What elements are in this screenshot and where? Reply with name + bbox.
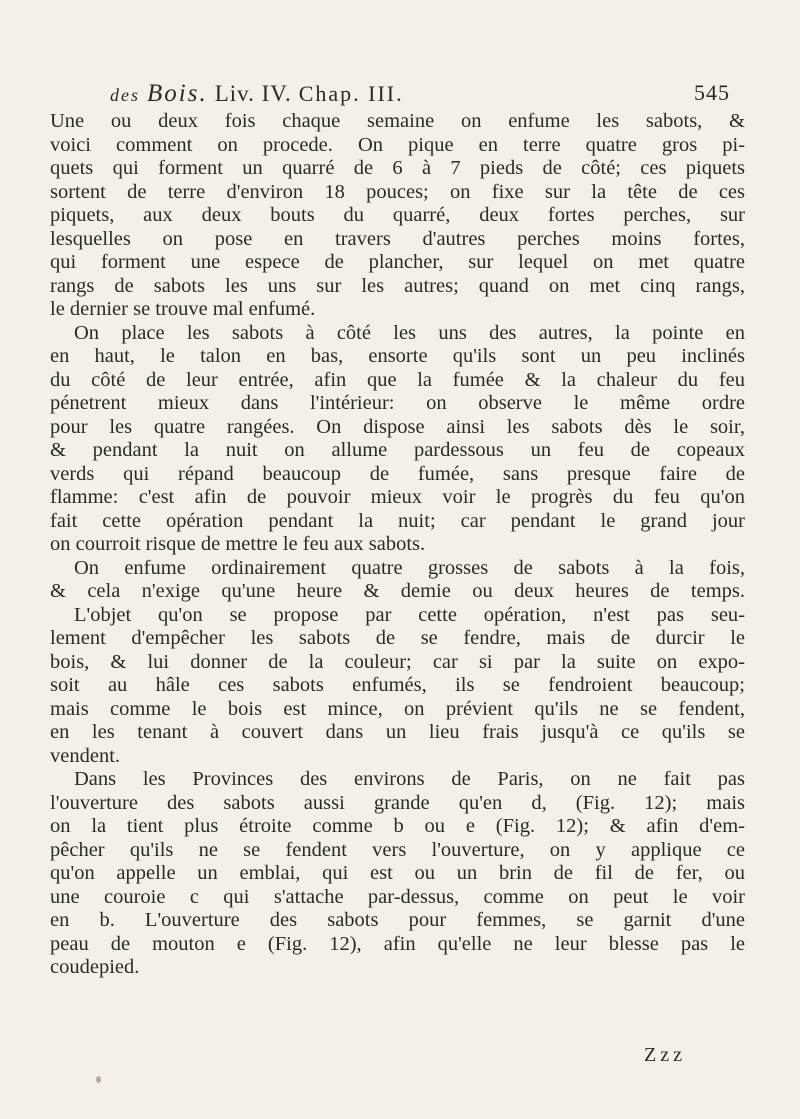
running-head-des: des <box>110 85 140 105</box>
text-line: peau de mouton e (Fig. 12), afin qu'elle ne leur blesse pas le <box>50 932 745 955</box>
text-line: pêcher qu'ils ne se fendent vers l'ouverture, on y applique ce <box>50 838 745 861</box>
text-line: piquets, aux deux bouts du quarré, deux fortes perches, sur <box>50 204 745 226</box>
running-head <box>110 80 730 112</box>
catchword: Zzz <box>644 1044 686 1066</box>
text-line: on courroit risque de mettre le feu aux sabots. <box>50 533 426 555</box>
text-line: en les tenant à couvert dans un lieu frais jusqu'à ce qu'ils se <box>50 721 745 743</box>
text-line: sortent de terre d'environ 18 pouces; on fixe sur la tête de ces <box>50 180 745 203</box>
text-line: Dans les Provinces des environs de Paris, on ne fait pas <box>74 768 745 790</box>
text-line: flamme: c'est afin de pouvoir mieux voir le progrès du feu qu'on <box>50 486 745 508</box>
text-line: verds qui répand beaucoup de fumée, sans presque faire de <box>50 462 745 485</box>
page-number: 545 <box>694 80 730 105</box>
text-line: une couroie c qui s'attache par-dessus, comme on peut le voir <box>50 885 745 908</box>
text-line: pour les quatre rangées. On dispose ainsi les sabots dès le soir, <box>50 415 745 438</box>
text-line: l'ouverture des sabots aussi grande qu'en d, (Fig. 12); mais <box>50 791 745 814</box>
text-line: Une ou deux fois chaque semaine on enfume les sabots, & <box>50 110 745 132</box>
text-line: On place les sabots à côté les uns des autres, la pointe en <box>74 321 745 344</box>
running-head-chapter: Chap. III. <box>298 81 404 106</box>
text-line: on la tient plus étroite comme b ou e (Fig. 12); & afin d'em- <box>50 815 745 837</box>
running-head-book: Liv. IV. <box>214 81 292 106</box>
text-line: quets qui forment un quarré de 6 à 7 pieds de côté; ces piquets <box>50 157 745 179</box>
text-line: mais comme le bois est mince, on prévient qu'ils ne se fendent, <box>50 697 745 720</box>
text-line: lesquelles on pose en travers d'autres perches moins fortes, <box>50 227 745 250</box>
text-line: On enfume ordinairement quatre grosses de sabots à la fois, <box>74 556 745 579</box>
text-line: rangs de sabots les uns sur les autres; quand on met cinq rangs, <box>50 274 745 297</box>
body-text <box>50 110 745 980</box>
text-line: & pendant la nuit on allume pardessous un feu de copeaux <box>50 439 745 461</box>
text-line: pénetrent mieux dans l'intérieur: on observe le même ordre <box>50 392 745 414</box>
text-line: en b. L'ouverture des sabots pour femmes, se garnit d'une <box>50 909 745 931</box>
text-line: du côté de leur entrée, afin que la fumée & la chaleur du feu <box>50 368 745 391</box>
text-line: coudepied. <box>50 956 140 978</box>
text-line: lement d'empêcher les sabots de se fendre, mais de durcir le <box>50 627 745 649</box>
text-line: soit au hâle ces sabots enfumés, ils se fendroient beaucoup; <box>50 674 745 696</box>
text-line: voici comment on procede. On pique en terre quatre gros pi- <box>50 133 745 156</box>
text-line: vendent. <box>50 744 121 767</box>
running-head-title: Bois. <box>147 80 208 107</box>
text-line: qu'on appelle un emblai, qui est ou un brin de fil de fer, ou <box>50 862 745 884</box>
text-line: le dernier se trouve mal enfumé. <box>50 298 316 320</box>
text-line: fait cette opération pendant la nuit; car pendant le grand jour <box>50 509 745 532</box>
text-line: qui forment une espece de plancher, sur lequel on met quatre <box>50 251 745 273</box>
text-line: & cela n'exige qu'une heure & demie ou deux heures de temps. <box>50 580 745 602</box>
ink-stain <box>96 1076 101 1083</box>
text-line: L'objet qu'on se propose par cette opération, n'est pas seu- <box>74 603 745 626</box>
text-line: bois, & lui donner de la couleur; car si par la suite on expo- <box>50 650 745 673</box>
text-line: en haut, le talon en bas, ensorte qu'ils sont un peu inclinés <box>50 345 745 367</box>
